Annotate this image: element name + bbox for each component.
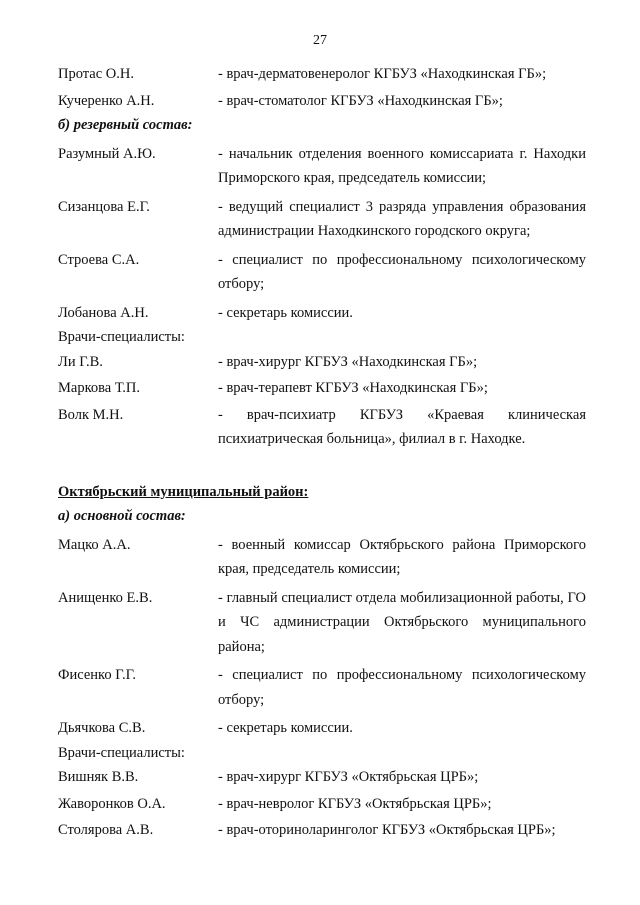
member-role: - начальник отделения военного комиссариата г. Находки Приморского края, председатель комиссии;: [218, 145, 586, 186]
member-role: - секретарь комиссии.: [218, 304, 353, 321]
member-role: - врач-невролог КГБУЗ «Октябрьская ЦРБ»;: [218, 795, 492, 812]
member-name: Разумный А.Ю.: [58, 145, 156, 162]
member-role: - специалист по профессиональному психологическому отбору;: [218, 251, 586, 292]
member-name: Дьячкова С.В.: [58, 720, 146, 736]
document-body: [58, 62, 586, 843]
member-role: - секретарь комиссии.: [218, 720, 353, 736]
district-heading: Октябрьский муниципальный район:: [58, 483, 309, 500]
member-row: [58, 765, 586, 790]
member-role: - врач-хирург КГБУЗ «Октябрьская ЦРБ»;: [218, 769, 479, 785]
member-row: [58, 248, 586, 297]
member-name: Строева С.А.: [58, 251, 140, 268]
member-row: [58, 403, 586, 452]
member-row: [58, 301, 586, 326]
member-name: Мацко А.А.: [58, 536, 131, 553]
member-row: [58, 89, 586, 114]
member-name: Волк М.Н.: [58, 406, 124, 423]
member-role: - военный комиссар Октябрьского района Приморского края, председатель комиссии;: [218, 536, 586, 577]
member-role: - врач-дерматовенеролог КГБУЗ «Находкинская ГБ»;: [218, 66, 547, 82]
member-row: [58, 533, 586, 582]
doctors-label: Врачи-специалисты:: [58, 329, 185, 345]
member-name: Маркова Т.П.: [58, 380, 140, 396]
member-name: Вишняк В.В.: [58, 769, 139, 785]
member-name: Столярова А.В.: [58, 822, 154, 838]
member-row: [58, 716, 586, 741]
main-heading: а) основной состав:: [58, 508, 186, 524]
member-role: - врач-оториноларинголог КГБУЗ «Октябрьская ЦРБ»;: [218, 822, 556, 838]
page-number: 27: [313, 33, 327, 48]
member-name: Фисенко Г.Г.: [58, 667, 136, 683]
member-row: [58, 142, 586, 191]
member-name: Лобанова А.Н.: [58, 304, 149, 321]
reserve-heading: б) резервный состав:: [58, 117, 193, 133]
member-row: [58, 376, 586, 401]
member-role: - врач-терапевт КГБУЗ «Находкинская ГБ»;: [218, 380, 488, 396]
member-role: - врач-хирург КГБУЗ «Находкинская ГБ»;: [218, 353, 478, 370]
member-name: Протас О.Н.: [58, 66, 134, 82]
member-name: Кучеренко А.Н.: [58, 92, 155, 109]
member-row: [58, 350, 586, 375]
member-row: [58, 586, 586, 660]
member-row: [58, 792, 586, 817]
member-role: - ведущий специалист 3 разряда управления образования администрации Находкинского городского округа;: [218, 198, 586, 239]
member-name: Жаворонков О.А.: [58, 795, 166, 812]
member-name: Ли Г.В.: [58, 353, 103, 370]
member-role: - специалист по профессиональному психологическому отбору;: [218, 667, 586, 708]
member-row: [58, 195, 586, 244]
member-name: Сизанцова Е.Г.: [58, 198, 150, 215]
member-row: [58, 663, 586, 712]
member-row: [58, 62, 586, 87]
doctors-label: Врачи-специалисты:: [58, 744, 185, 761]
member-role: - главный специалист отдела мобилизационной работы, ГО и ЧС администрации Октябрьского муниципального района;: [218, 589, 586, 655]
member-role: - врач-стоматолог КГБУЗ «Находкинская ГБ»;: [218, 92, 503, 109]
member-role: - врач-психиатр КГБУЗ «Краевая клиническая психиатрическая больница», филиал в г. Находке.: [218, 406, 586, 447]
member-row: [58, 818, 586, 843]
member-name: Анищенко Е.В.: [58, 589, 153, 606]
